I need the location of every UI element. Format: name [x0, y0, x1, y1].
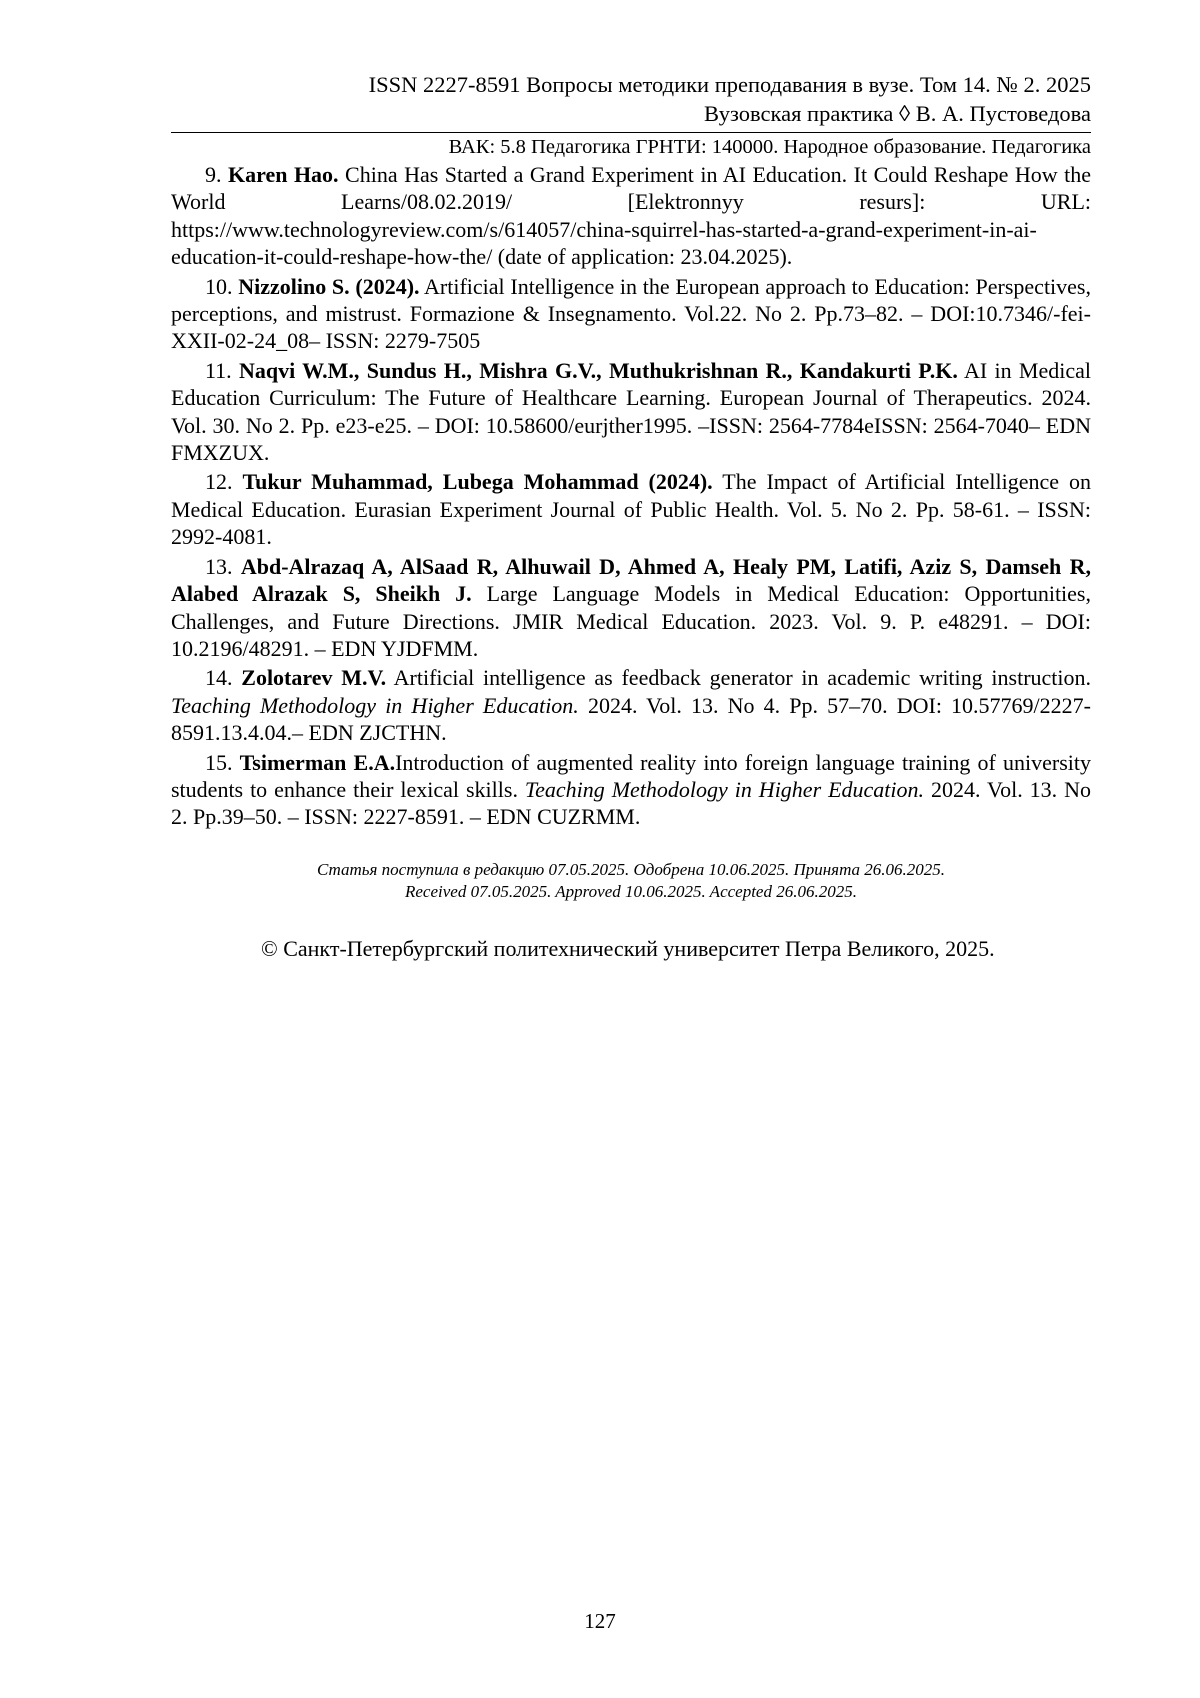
- reference-text: Introduction of augmented reality into foreign language training of university students to enhance their lexical skills.: [171, 749, 1092, 802]
- reference-authors: Naqvi W.M., Sundus H., Mishra G.V., Muthukrishnan R., Kandakurti P.K.: [239, 357, 958, 383]
- reference-text: Artificial intelligence as feedback generator in academic writing instruction.: [386, 665, 1092, 691]
- reference-journal: Teaching Methodology in Higher Education.: [524, 776, 925, 802]
- reference-item: [171, 468, 1091, 550]
- reference-list: [171, 161, 1091, 831]
- reference-text-tail: 2024. Vol. 13. No 4. Pp. 57–70. DOI: 10.57769/2227-8591.13.4.04.– EDN ZJCTHN.: [171, 692, 1091, 746]
- reference-authors: Nizzolino S. (2024).: [238, 273, 420, 299]
- page-content: [171, 70, 1091, 963]
- reference-text: AI in Medical Education Curriculum: The Future of Healthcare Learning. European Journal of Therapeutics. 2024. Vol. 30. No 2. Pp. e23-e25. – DOI: 10.58600/eurjther1995. –ISSN: 2564-7784eISSN: 2564-7040– EDN FMXZUX.: [171, 357, 1091, 466]
- page-number: 127: [584, 1609, 616, 1633]
- reference-text: Artificial Intelligence in the European approach to Education: Perspectives, perceptions, and mistrust. Formazione & Insegnamento. Vol.22. No 2. Pp.73–82. – DOI:10.7346/-fei-XXII-02-24_08– ISSN: 2279-7505: [171, 273, 1091, 354]
- reference-text-tail: 2024. Vol. 13. No 2. Pp.39–50. – ISSN: 2227-8591. – EDN CUZRMM.: [171, 776, 1091, 830]
- reference-number: 10.: [205, 273, 233, 299]
- reference-number: 9.: [205, 162, 222, 187]
- vak-classification: ВАК: 5.8 Педагогика ГРНТИ: 140000. Народное образование. Педагогика: [448, 136, 1091, 158]
- reference-authors: Abd-Alrazaq A, AlSaad R, Alhuwail D, Ahmed A, Healy PM, Latifi, Aziz S, Damseh R, Alabed Alrazak S, Sheikh J.: [171, 553, 1092, 607]
- reference-item: [171, 553, 1091, 663]
- reference-text: China Has Started a Grand Experiment in AI Education. It Could Reshape How the World Learns/08.02.2019/ [Elektronnyy resurs]: URL: https://www.technologyreview.com/s/614057/china-squirrel-has-started-a-grand-experiment-in-ai-education-it-could-reshape-how-the/ (date of application: 23.04.2025).: [171, 162, 1091, 270]
- reference-item: [171, 664, 1091, 746]
- reference-item: [171, 749, 1091, 831]
- reference-authors: Tukur Muhammad, Lubega Mohammad (2024).: [242, 469, 713, 495]
- reference-item: [171, 357, 1091, 467]
- reference-authors: Karen Hao.: [227, 162, 339, 187]
- article-dates-en: Received 07.05.2025. Approved 10.06.2025. Accepted 26.06.2025.: [405, 881, 857, 901]
- reference-number: 11.: [205, 357, 232, 383]
- reference-number: 13.: [205, 553, 233, 579]
- reference-authors: Tsimerman E.A.: [239, 749, 396, 775]
- reference-number: 12.: [205, 469, 233, 495]
- journal-header: ISSN 2227-8591 Вопросы методики преподавания в вузе. Том 14. № 2. 2025: [368, 72, 1091, 97]
- reference-text: Large Language Models in Medical Education: Opportunities, Challenges, and Future Directions. JMIR Medical Education. 2023. Vol. 9. P. e48291. – DOI: 10.2196/48291. – EDN YJDFMM.: [171, 581, 1091, 661]
- reference-journal: Teaching Methodology in Higher Education.: [171, 692, 579, 718]
- article-dates-ru: Статья поступила в редакцию 07.05.2025. Одобрена 10.06.2025. Принята 26.06.2025.: [316, 859, 946, 879]
- section-header: Вузовская практика ◊ В. А. Пустоведова: [704, 101, 1091, 126]
- reference-text: The Impact of Artificial Intelligence on Medical Education. Eurasian Experiment Journal of Public Health. Vol. 5. No 2. Pp. 58-61. – ISSN: 2992-4081.: [171, 469, 1091, 550]
- reference-item: [171, 161, 1091, 271]
- reference-item: [171, 273, 1091, 355]
- article-dates: [171, 859, 1091, 903]
- reference-authors: Zolotarev M.V.: [241, 665, 387, 691]
- reference-number: 15.: [205, 749, 233, 775]
- reference-number: 14.: [205, 665, 233, 691]
- copyright-notice: © Санкт-Петербургский политехнический университет Петра Великого, 2025.: [261, 935, 995, 961]
